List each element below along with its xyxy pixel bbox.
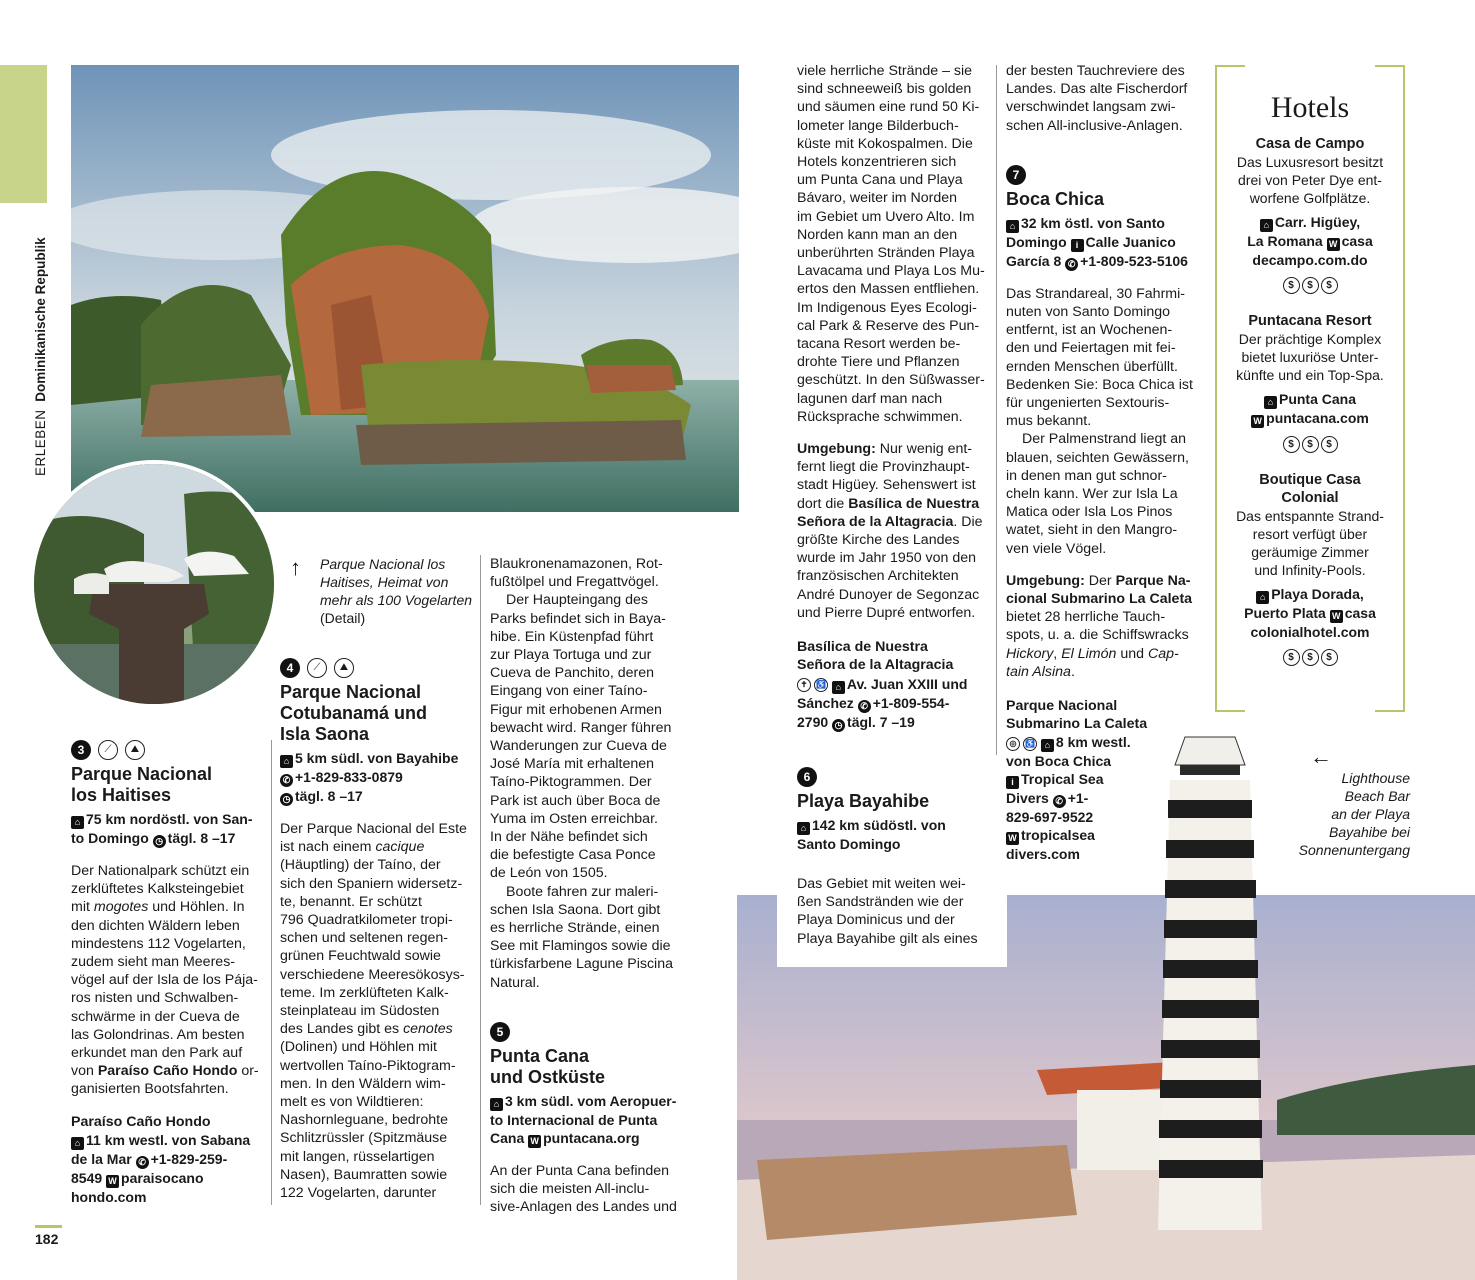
entry-7-header (1006, 165, 1206, 185)
entry-info: ⌂ 5 km südl. von Bayahibe ✆ +1-829-833-0879 ◷ tägl. 8 –17 (280, 749, 475, 806)
sub-entry-title: Paraíso Caño Hondo (71, 1113, 211, 1130)
haitises-caption (290, 555, 475, 627)
price-icon: $ (1283, 649, 1300, 666)
entry-4-cotubanama (280, 658, 475, 1202)
price-icon: $ (1321, 649, 1338, 666)
entry-5-header (490, 1022, 690, 1042)
phone-icon: ✆ (1053, 795, 1066, 808)
walking-badge-icon: ⛰ (125, 740, 145, 760)
entry-number: 4 (280, 658, 300, 678)
hotel-item (1217, 312, 1403, 453)
phone-icon: ✆ (136, 1156, 149, 1169)
entry-5-body: An der Punta Cana befinden sich die meisten All-inclu- sive-Anlagen des Landes und (490, 1162, 677, 1216)
hotel-desc: Der prächtige Komplex bietet luxuriöse Unter- künfte und ein Top-Spa. (1236, 331, 1384, 383)
caption-detail: (Detail) (320, 610, 366, 626)
caption-line: Beach Bar (1344, 788, 1410, 804)
caleta-title: Parque Nacional Submarino La Caleta (1006, 698, 1148, 733)
col4-body-1: viele herrliche Strände – sie sind schneeweiß bis golden und säumen eine rund 50 Ki- lometer lange Bilderbuch- küste mit Kokospalmen. Die Hotels konzentrieren sich um Punta Cana und Playa Bávaro, weiter im Norden im Gebiet um Uvero Alto. Im Norden kann man an den unberührten Stränden Playa Lavacama und Playa Los Mu- ertos den Massen entfliehen. Im Indigenous Eyes Ecologi- cal Park & Reserve des Pun- tacana Resort werden be- drohte Tiere und Pflanzen geschützt. In den Süßwasser- lagunen darf man nach Rücksprache schwimmen. (797, 63, 985, 425)
entry-6-body: Das Gebiet mit weiten wei- ßen Sandstränden wie der Playa Dominicus und der Playa Bayahibe gilt als eines (797, 876, 978, 947)
column-rule (271, 740, 272, 1205)
entry-6-header (797, 767, 989, 787)
col3-body-3: Boote fahren zur maleri- schen Isla Saona. Dort gibt es herrliche Strände, einen See mit Flamingos sowie die türkisfarbene Lagune Piscina Natural. (490, 883, 673, 991)
phone-icon: ✆ (858, 700, 871, 713)
hotel-list (1217, 135, 1403, 666)
clock-icon: ◷ (153, 835, 166, 848)
price-icon: $ (1302, 649, 1319, 666)
entry-body: Der Nationalpark schützt ein zerklüftetes Kalksteingebiet mit mogotes und Höhlen. In den dichten Wäldern leben mindestens 112 Vogelarten, zudem sieht man Meeres- vögel auf der Isla de los Pája- ros nisten und Schwalben- schwärme in der Cueva de las Golondrinas. Am besten erkundet man den Park auf von Paraíso Caño Hondo or- ganisierten Bootsfahrten. (71, 863, 259, 1098)
entry-number: 3 (71, 740, 91, 760)
price-rating (1217, 434, 1403, 453)
web-icon: W (1251, 415, 1264, 428)
walking-badge-icon: ⛰ (334, 658, 354, 678)
haitises-photo (71, 65, 739, 512)
house-icon: ⌂ (490, 1098, 503, 1111)
sidebar-section: ERLEBEN (33, 409, 48, 476)
price-rating (1217, 275, 1403, 294)
entry-7-body-3: Umgebung: Der Parque Na- cional Submarino La Caleta bietet 28 herrliche Tauch- spots, u. a. die Schiffswracks Hickory, El Limón und Cap- tain Alsina. (1006, 572, 1193, 680)
caption-line: Haitises, Heimat von (320, 574, 449, 590)
house-icon: ⌂ (797, 822, 810, 835)
hotel-address: ⌂ Carr. Higüey, La Romana W casa decampo.com.do (1247, 214, 1373, 268)
web-icon: W (528, 1135, 541, 1148)
web-icon: W (1006, 832, 1019, 845)
entry-number: 5 (490, 1022, 510, 1042)
column-5 (1006, 62, 1206, 877)
diving-badge-icon: ◎ (1006, 737, 1020, 751)
hotel-name: Puntacana Resort (1248, 313, 1372, 329)
hotel-desc: Das entspannte Strand- resort verfügt über geräumige Zimmer und Infinity-Pools. (1236, 508, 1384, 578)
house-icon: ⌂ (832, 681, 845, 694)
hotel-name: Casa de Campo (1255, 136, 1365, 152)
basilica-info: ✝ ♿ ⌂ Av. Juan XXIII und Sánchez ✆ +1-809-554- 2790 ◷ tägl. 7 –19 (797, 675, 968, 730)
entry-7-body-1: Das Strandareal, 30 Fahrmi- nuten von Santo Domingo entfernt, ist an Wochenen- den und Feiertagen mit fei- ernden Menschen überfüllt. Bedenken Sie: Boca Chica ist für ungenierten Sextouris- mus bekannt. (1006, 285, 1193, 430)
hotel-address: ⌂ Punta Cana W puntacana.com (1217, 390, 1403, 428)
caption-line: an der Playa (1331, 806, 1410, 822)
entry-title: Parque Nacional los Haitises (71, 764, 213, 805)
entry-7-body-2: Der Palmenstrand liegt an blauen, seichten Gewässern, in denen man gut schnor- cheln kann. Wer zur Isla La Matica oder Isla Los Pinos watet, sieht in den Mangro- ven viele Vögel. (1006, 431, 1189, 557)
caption-arrow-left-icon: ← (1310, 744, 1332, 769)
page-number: 182 (35, 1231, 59, 1247)
info-icon: i (1006, 776, 1019, 789)
lighthouse-caption (1285, 745, 1410, 859)
caleta-info: ◎ ♿ ⌂ 8 km westl. von Boca Chica i Tropical Sea Divers ✆ +1- 829-697-9522 W tropicalsea divers.com (1006, 734, 1131, 863)
hotel-desc: Das Luxusresort besitzt drei von Peter Dye ent- worfene Golfplätze. (1236, 154, 1384, 206)
column-3 (490, 555, 690, 1216)
entry-6-title: Playa Bayahibe (797, 791, 930, 811)
web-icon: W (106, 1175, 119, 1188)
hotel-item (1217, 135, 1403, 294)
hotel-address: ⌂ Playa Dorada, Puerto Plata W casa colonialhotel.com (1244, 586, 1376, 640)
clock-icon: ◷ (280, 793, 293, 806)
info-icon: i (1071, 239, 1084, 252)
hotels-box-corner (1375, 710, 1403, 712)
hotels-box-corner (1375, 65, 1403, 67)
page-number-rule (35, 1225, 62, 1228)
hotels-heading: Hotels (1270, 91, 1350, 124)
column-4 (797, 62, 992, 746)
price-icon: $ (1283, 277, 1300, 294)
entry-title: Parque Nacional Cotubanamá und Isla Saona (280, 682, 427, 744)
caption-line: Sonnenuntergang (1298, 842, 1410, 858)
caption-line: Bayahibe bei (1329, 824, 1410, 840)
price-icon: $ (1321, 436, 1338, 453)
entry-6-info: ⌂ 142 km südöstl. von Santo Domingo (797, 817, 946, 852)
web-icon: W (1327, 238, 1340, 251)
entry-5-info: ⌂ 3 km südl. vom Aeropuer- to Internacional de Punta Cana W puntacana.org (490, 1092, 677, 1146)
caption-line: mehr als 100 Vogelarten (320, 592, 473, 608)
entry-info: ⌂ 75 km nordöstl. von San- to Domingo ◷ tägl. 8 –17 (71, 811, 253, 846)
web-icon: W (1330, 610, 1343, 623)
col5-body-1: der besten Tauchreviere des Landes. Das alte Fischerdorf verschwindet langsam zwi- schen All-inclusive-Anlagen. (1006, 63, 1188, 134)
hotel-name: Boutique Casa Colonial (1259, 472, 1361, 506)
phone-icon: ✆ (280, 774, 293, 787)
entry-5-title: Punta Cana und Ostküste (490, 1045, 606, 1087)
price-rating (1217, 647, 1403, 666)
hotels-box (1215, 65, 1405, 712)
caption-line: Lighthouse (1341, 770, 1410, 786)
hotel-item (1217, 471, 1403, 666)
house-icon: ⌂ (71, 1137, 84, 1150)
sidebar-country: Dominikanische Republik (33, 237, 48, 402)
entry-number: 6 (797, 767, 817, 787)
house-icon: ⌂ (1006, 220, 1019, 233)
entry-3-header (71, 740, 266, 760)
caption-arrow-up-icon: ↑ (290, 555, 301, 580)
house-icon: ⌂ (1264, 396, 1277, 409)
hiking-badge-icon: ⟋ (307, 658, 327, 678)
house-icon: ⌂ (1041, 739, 1054, 752)
sub-entry-info: ⌂ 11 km westl. von Sabana de la Mar ✆ +1-829-259- 8549 W paraisocano hondo.com (71, 1131, 251, 1205)
entry-7-title: Boca Chica (1006, 188, 1105, 209)
column-rule (996, 65, 997, 860)
price-icon: $ (1302, 277, 1319, 294)
entry-6-bayahibe (777, 755, 1007, 967)
price-icon: $ (1283, 436, 1300, 453)
basilica-title: Basílica de Nuestra Señora de la Altagracia (797, 639, 954, 674)
price-icon: $ (1321, 277, 1338, 294)
hotels-box-corner (1217, 65, 1245, 67)
phone-icon: ✆ (1065, 258, 1078, 271)
accessible-badge-icon: ♿ (1023, 737, 1037, 751)
caption-line: Parque Nacional los (320, 556, 446, 572)
price-icon: $ (1302, 436, 1319, 453)
col4-body-2: Umgebung: Nur wenig ent- fernt liegt die Provinzhaupt- stadt Higüey. Sehenswert ist dort die Basílica de Nuestra Señora de la Altagracia. Die größte Kirche des Landes wurde im Jahr 1950 von den französischen Architekten André Dunoyer de Segonzac und Pierre Dupré entworfen. (797, 441, 983, 621)
house-icon: ⌂ (1256, 591, 1269, 604)
house-icon: ⌂ (1260, 219, 1273, 232)
entry-body: Der Parque Nacional del Este ist nach einem cacique (Häuptling) der Taíno, der sich den Spaniern widersetz- te, benannt. Er schützt 796 Quadratkilometer tropi- schen und seltenen regen- grünen Feuchtwald sowie verschiedene Meeresökosys- teme. Im zerklüfteten Kalk- steinplateau im Südosten des Landes gibt es cenotes (Dolinen) und Höhlen mit wertvollen Taíno-Piktogram- men. In den Wäldern wim- melt es von Wildtieren: Nashornleguane, bedrohte Schlitzrüssler (Spitzmäuse mit langen, rüsselartigen Nasen), Baumratten sowie 122 Vogelarten, darunter (280, 821, 467, 1202)
hiking-badge-icon: ⟋ (98, 740, 118, 760)
sidebar-label (33, 196, 49, 476)
sidebar-accent (0, 65, 47, 203)
house-icon: ⌂ (280, 755, 293, 768)
church-badge-icon: ✝ (797, 678, 811, 692)
birds-circle-photo (30, 460, 278, 708)
entry-3-haitises (71, 740, 266, 1206)
hotels-box-corner (1217, 710, 1245, 712)
accessible-badge-icon: ♿ (814, 678, 828, 692)
entry-7-info: ⌂ 32 km östl. von Santo Domingo i Calle Juanico García 8 ✆ +1-809-523-5106 (1006, 214, 1188, 269)
house-icon: ⌂ (71, 816, 84, 829)
col3-body-1: Blaukronenamazonen, Rot- fußtölpel und Fregattvögel. (490, 556, 663, 591)
clock-icon: ◷ (832, 719, 845, 732)
entry-number: 7 (1006, 165, 1026, 185)
column-rule (480, 555, 481, 1205)
col3-body-2: Der Haupteingang des Parks befindet sich in Baya- hibe. Ein Küstenpfad führt zur Playa Tortuga und zur Cueva de Panchito, deren Eingang von einer Taíno- Figur mit erhobenen Armen bewacht wird. Ranger führen Wanderungen zur Cueva de José María mit erhaltenen Taíno-Piktogrammen. Der Park ist auch über Boca de Yuma im Osten erreichbar. In der Nähe befindet sich die befestigte Casa Ponce de León von 1505. (490, 592, 672, 882)
entry-4-header (280, 658, 475, 678)
